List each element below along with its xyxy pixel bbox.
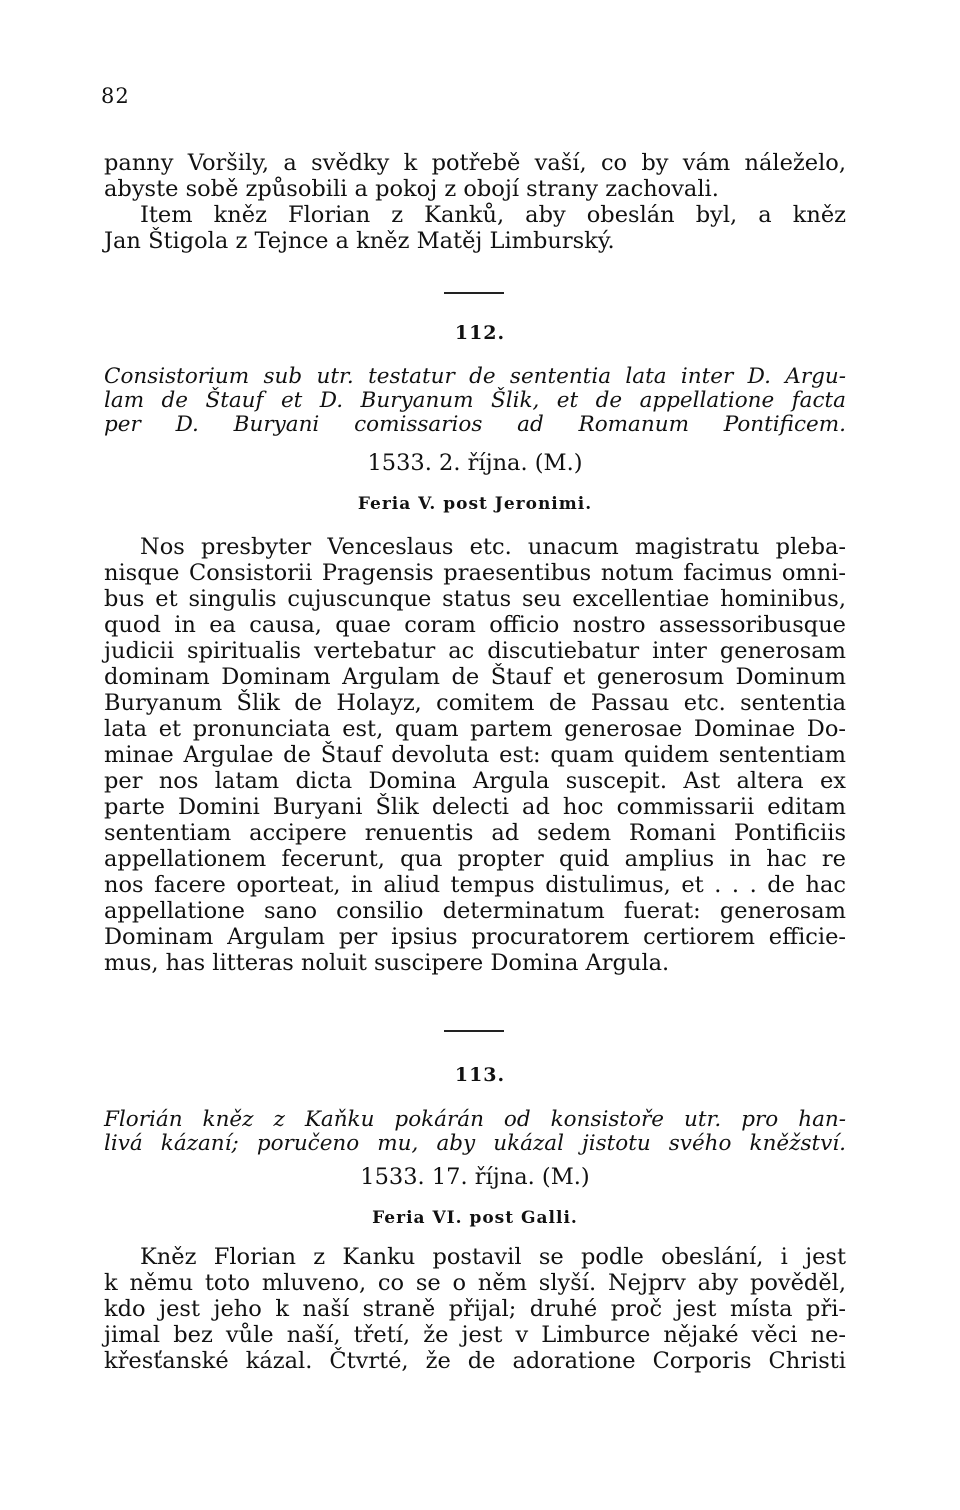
- section-112-feria: Feria V. post Jeronimi.: [357, 494, 593, 514]
- section-112-dateline: 1533. 2. října. (M.): [367, 450, 583, 476]
- text-line: per nos latam dicta Domina Argula suscepit. Ast altera ex: [104, 768, 846, 794]
- section-divider: [444, 292, 504, 294]
- section-number-112: 112.: [454, 322, 506, 344]
- text-line: judicii spiritualis vertebatur ac discutiebatur inter generosam: [104, 638, 846, 664]
- section-113-dateline: 1533. 17. října. (M.): [360, 1164, 590, 1190]
- section-divider: [444, 1030, 504, 1032]
- text-line: Item kněz Florian z Kanků, aby obeslán byl, a kněz: [140, 202, 846, 228]
- text-line: appellationem fecerunt, qua propter quid amplius in hac re: [104, 846, 846, 872]
- text-line: sententiam accipere renuentis ad sedem Romani Pontificiis: [104, 820, 846, 846]
- text-line: bus et singulis cujuscunque status seu excellentiae hominibus,: [104, 586, 846, 612]
- text-line: Kněz Florian z Kanku postavil se podle obeslání, i jest: [140, 1244, 846, 1270]
- section-number-113: 113.: [454, 1064, 506, 1086]
- heading-line: Florián kněz z Kaňku pokárán od konsistoře utr. pro han-: [104, 1107, 846, 1132]
- text-line: mus, has litteras noluit suscipere Domina Argula.: [104, 950, 670, 976]
- heading-line: livá kázaní; poručeno mu, aby ukázal jistotu svého kněžství.: [104, 1131, 846, 1156]
- text-line: jimal bez vůle naší, třetí, že jest v Limburce nějaké věci ne-: [104, 1322, 846, 1348]
- text-line: dominam Dominam Argulam de Štauf et generosum Dominum: [104, 664, 846, 690]
- text-line: quod in ea causa, quae coram officio nostro assessoribusque: [104, 612, 846, 638]
- text-line: minae Argulae de Štauf devoluta est: quam quidem sententiam: [104, 742, 846, 768]
- section-113-feria: Feria VI. post Galli.: [372, 1208, 578, 1228]
- heading-line: per D. Buryani comissarios ad Romanum Pontificem.: [104, 412, 846, 437]
- opening-paragraph: [104, 150, 846, 254]
- page-number: 82: [101, 84, 130, 108]
- section-113-heading: [104, 1108, 846, 1156]
- text-line: Dominam Argulam per ipsius procuratorem certiorem efficie-: [104, 924, 846, 950]
- section-112-heading: [104, 365, 846, 437]
- text-line: kdo jest jeho k naší straně přijal; druhé proč jest místa při-: [104, 1296, 846, 1322]
- text-line: panny Voršily, a svědky k potřebě vaší, co by vám náleželo,: [104, 150, 846, 176]
- section-113-body: [104, 1244, 846, 1374]
- text-line: k němu toto mluveno, co se o něm slyší. Nejprv aby pověděl,: [104, 1270, 846, 1296]
- heading-line: lam de Štauf et D. Buryanum Šlik, et de appellatione facta: [104, 388, 846, 413]
- text-line: abyste sobě způsobili a pokoj z obojí strany zachovali.: [104, 176, 719, 202]
- section-112-body: [104, 534, 846, 976]
- text-line: křesťanské kázal. Čtvrté, že de adoratione Corporis Christi: [104, 1348, 846, 1374]
- text-line: appellatione sano consilio determinatum fuerat: generosam: [104, 898, 846, 924]
- text-line: Jan Štigola z Tejnce a kněz Matěj Limburský.: [104, 228, 615, 254]
- text-line: Nos presbyter Venceslaus etc. unacum magistratu pleba-: [140, 534, 846, 560]
- text-line: lata et pronunciata est, quam partem generosae Dominae Do-: [104, 716, 846, 742]
- text-line: nos facere oporteat, in aliud tempus distulimus, et . . . de hac: [104, 872, 846, 898]
- text-line: parte Domini Buryani Šlik delecti ad hoc commissarii editam: [104, 794, 846, 820]
- text-line: nisque Consistorii Pragensis praesentibus notum facimus omni-: [104, 560, 846, 586]
- text-line: Buryanum Šlik de Holayz, comitem de Passau etc. sententia: [104, 690, 846, 716]
- heading-line: Consistorium sub utr. testatur de sententia lata inter D. Argu-: [104, 364, 846, 389]
